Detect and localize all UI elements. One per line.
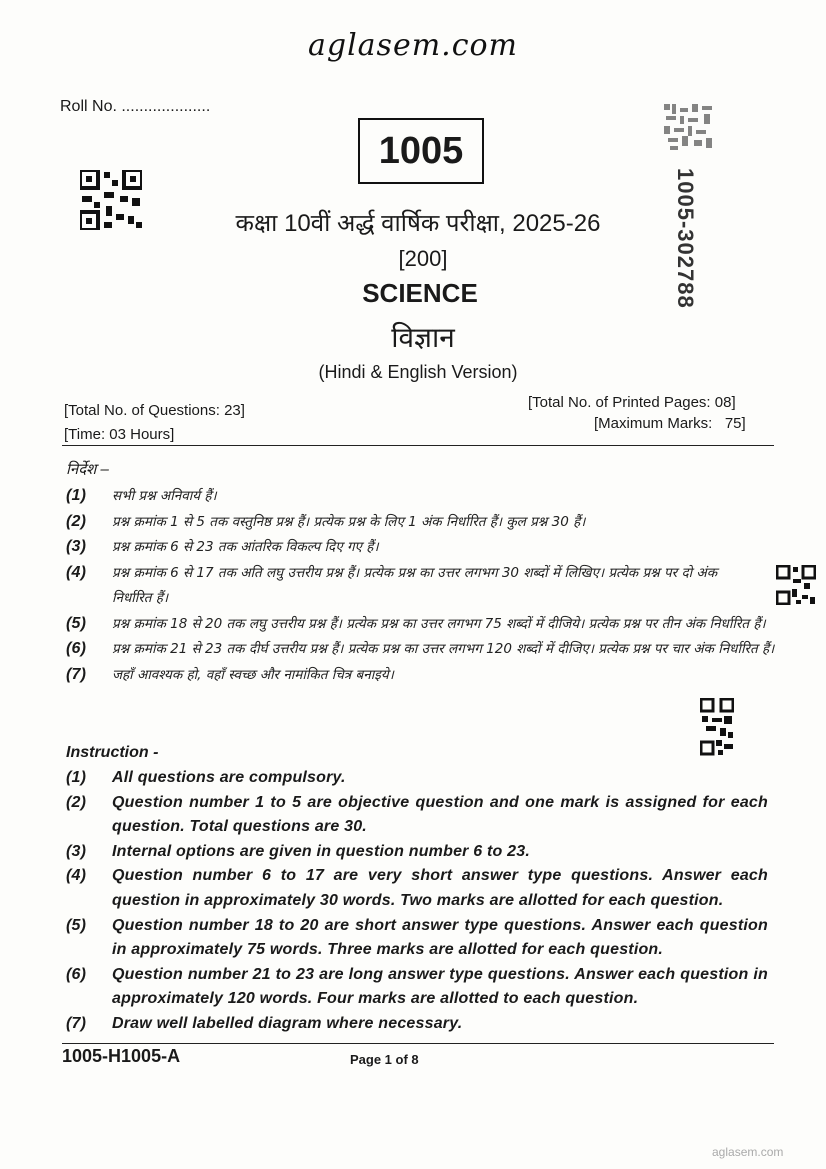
subject-title-hindi: विज्ञान (391, 322, 455, 353)
english-instructions-heading: Instruction - (66, 744, 159, 761)
subject-title: SCIENCE (362, 278, 478, 308)
site-watermark: aglasem.com (712, 1145, 784, 1159)
subject-code: [200] (398, 246, 448, 271)
header-divider (62, 445, 774, 446)
paper-code-box: 1005 (358, 118, 484, 184)
hindi-instructions (66, 456, 776, 688)
list-item: (4) प्रश्न क्रमांक 6 से 17 तक अति लघु उत्तरीय प्रश्न हैं। प्रत्येक प्रश्न का उत्तर लगभग 30 शब्दों में लिखिए। प्रत्येक प्रश्न पर दो अंक निर्धारित हैं। (66, 563, 718, 606)
maximum-marks: [Maximum Marks: 75] (594, 415, 746, 432)
list-item: (3) प्रश्न क्रमांक 6 से 23 तक आंतरिक विकल्प दिए गए हैं। (66, 538, 379, 555)
qr-code-icon (664, 104, 712, 155)
footer-paper-code: 1005-H1005-A (62, 1046, 181, 1066)
list-item: (6) Question number 21 to 23 are long answer type questions. Answer each question in approximately 120 words. Four marks are allotted to each question. (66, 965, 768, 1008)
vertical-paper-code: 1005-302788 (673, 168, 698, 309)
version-label: (Hindi & English Version) (318, 362, 518, 382)
list-item: (1) All questions are compulsory. (66, 769, 346, 786)
list-item: (7) Draw well labelled diagram where necessary. (66, 1014, 463, 1032)
hindi-instructions-heading: निर्देश – (66, 461, 109, 478)
list-item: (4) Question number 6 to 17 are very short answer type questions. Answer each question in approximately 30 words. Two marks are allotted for each question. (66, 867, 768, 909)
printed-pages: [Total No. of Printed Pages: 08] (528, 394, 736, 411)
list-item: (2) प्रश्न क्रमांक 1 से 5 तक वस्तुनिष्ठ प्रश्न हैं। प्रत्येक प्रश्न के लिए 1 अंक निर्धारित हैं। कुल प्रश्न 30 हैं। (66, 512, 586, 530)
roll-number: Roll No. .................... (60, 98, 211, 115)
exam-time: [Time: 03 Hours] (64, 426, 175, 443)
watermark-title: aglasem.com (307, 28, 518, 63)
list-item: (2) Question number 1 to 5 are objective question and one mark is assigned for each question. Total questions are 30. (66, 793, 768, 836)
qr-code-icon (776, 565, 816, 610)
list-item: (6) प्रश्न क्रमांक 21 से 23 तक दीर्घ उत्तरीय प्रश्न हैं। प्रत्येक प्रश्न का उत्तर लगभग 120 शब्दों में दीजिए। प्रत्येक प्रश्न पर चार अंक निर्धारित हैं। (66, 640, 775, 657)
list-item: (5) Question number 18 to 20 are short answer type questions. Answer each question in approximately 75 words. Three marks are allotted for each question. (66, 916, 768, 959)
list-item: (7) जहाँ आवश्यक हो, वहाँ स्वच्छ और नामांकित चित्र बनाइये। (66, 665, 394, 683)
page-number: Page 1 of 8 (350, 1052, 419, 1067)
list-item: (5) प्रश्न क्रमांक 18 से 20 तक लघु उत्तरीय प्रश्न हैं। प्रत्येक प्रश्न का उत्तर लगभग 75 शब्दों में दीजिये। प्रत्येक प्रश्न पर तीन अंक निर्धारित हैं। (66, 614, 766, 632)
list-item: (1) सभी प्रश्न अनिवार्य हैं। (66, 487, 217, 504)
total-questions: [Total No. of Questions: 23] (64, 402, 245, 419)
exam-title-hindi: कक्षा 10वीं अर्द्ध वार्षिक परीक्षा, 2025-26 (235, 210, 601, 237)
list-item: (3) Internal options are given in question number 6 to 23. (66, 842, 530, 860)
english-instructions (66, 740, 768, 1037)
footer-divider (62, 1043, 774, 1044)
